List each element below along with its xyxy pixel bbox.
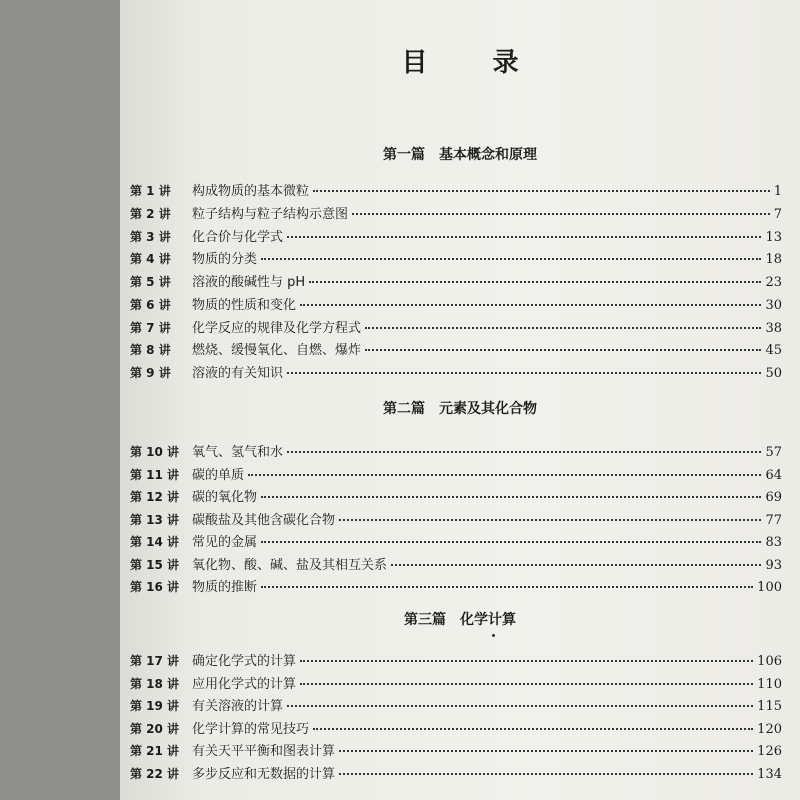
toc-entry <box>130 317 782 337</box>
book-page <box>120 0 800 800</box>
section-name: 元素及其化合物 <box>439 401 537 417</box>
lecture-title: 物质的推断 <box>192 580 258 595</box>
section-name: 化学计算 <box>460 612 516 628</box>
dot-leader <box>261 496 761 498</box>
section-heading-part-2 <box>120 398 800 418</box>
lecture-title: 有关天平平衡和图表计算 <box>192 744 336 759</box>
page-number: 57 <box>765 445 782 460</box>
page-number: 134 <box>757 766 782 782</box>
lecture-title: 碳的单质 <box>192 467 245 483</box>
lecture-number: 第 20 讲 <box>130 721 180 736</box>
dot-leader <box>248 474 761 476</box>
lecture-number: 第 11 讲 <box>130 467 180 482</box>
dot-leader <box>352 213 770 215</box>
lecture-title: 化学反应的规律及化学方程式 <box>192 320 362 336</box>
dot-leader <box>300 660 753 662</box>
dot-leader <box>391 564 761 566</box>
toc-entry <box>130 362 782 382</box>
lecture-title: 化学计算的常见技巧 <box>192 721 310 737</box>
lecture-number: 第 7 讲 <box>130 320 171 335</box>
toc-entry <box>130 486 782 506</box>
lecture-number: 第 3 讲 <box>130 229 171 244</box>
page-number: 50 <box>765 366 782 381</box>
page-number: 7 <box>773 206 782 222</box>
lecture-number: 第 6 讲 <box>130 297 171 312</box>
lecture-title: 化合价与化学式 <box>192 229 284 245</box>
lecture-number: 第 4 讲 <box>130 252 171 267</box>
dot-leader <box>365 349 761 351</box>
page-number: 23 <box>765 275 782 290</box>
dot-leader <box>261 586 753 588</box>
page-number: 18 <box>765 252 782 268</box>
lecture-number: 第 13 讲 <box>130 512 180 527</box>
toc-entry <box>130 248 782 268</box>
lecture-title: 碳酸盐及其他含碳化合物 <box>192 512 336 528</box>
page-number: 13 <box>765 229 782 245</box>
toc-entry <box>130 763 782 783</box>
lecture-number: 第 15 讲 <box>130 557 180 572</box>
page-title: 目 录 <box>401 48 547 78</box>
section-number: 第一篇 <box>383 147 425 163</box>
dot-leader <box>313 190 770 192</box>
lecture-title: 有关溶液的计算 <box>192 699 284 714</box>
page-number: 126 <box>757 744 782 759</box>
dot-leader <box>339 750 753 752</box>
page-number: 64 <box>765 467 782 483</box>
toc-entry <box>130 740 782 760</box>
toc-entry <box>130 695 782 715</box>
lecture-number: 第 16 讲 <box>130 580 180 594</box>
page-number: 106 <box>757 654 782 669</box>
lecture-number: 第 22 讲 <box>130 766 180 781</box>
print-speck <box>492 634 495 637</box>
toc-entry <box>130 576 782 596</box>
toc-entry <box>130 441 782 461</box>
toc-entry <box>130 718 782 738</box>
page-number: 83 <box>765 535 782 550</box>
page-number: 77 <box>765 512 782 528</box>
page-number: 30 <box>765 297 782 313</box>
lecture-title: 物质的分类 <box>192 252 258 268</box>
page-number: 38 <box>765 320 782 336</box>
dot-leader <box>287 236 761 238</box>
lecture-number: 第 21 讲 <box>130 744 180 758</box>
toc-entry <box>130 226 782 246</box>
dot-leader <box>365 327 761 329</box>
lecture-title: 溶液的有关知识 <box>192 366 284 381</box>
section-number: 第三篇 <box>404 612 446 628</box>
dot-leader <box>339 519 761 521</box>
lecture-title: 氧化物、酸、碱、盐及其相互关系 <box>192 557 388 573</box>
lecture-number: 第 5 讲 <box>130 275 171 289</box>
toc-entry <box>130 531 782 551</box>
lecture-number: 第 12 讲 <box>130 490 180 504</box>
toc-entry <box>130 673 782 693</box>
section-number: 第二篇 <box>383 401 425 417</box>
page-number: 69 <box>765 490 782 505</box>
lecture-title: 粒子结构与粒子结构示意图 <box>192 206 349 222</box>
toc-entry <box>130 294 782 314</box>
lecture-number: 第 8 讲 <box>130 343 171 358</box>
section-name: 基本概念和原理 <box>439 147 537 163</box>
lecture-title: 构成物质的基本微粒 <box>192 184 310 199</box>
toc-entry <box>130 509 782 529</box>
dot-leader <box>300 683 753 685</box>
toc-entry <box>130 203 782 223</box>
lecture-title: 碳的氧化物 <box>192 490 258 505</box>
dot-leader <box>287 372 761 374</box>
lecture-number: 第 9 讲 <box>130 366 171 380</box>
lecture-title: 氧气、氢气和水 <box>192 445 284 460</box>
dot-leader <box>287 451 761 453</box>
section-heading-part-3 <box>120 609 800 629</box>
page-number: 120 <box>757 721 782 737</box>
lecture-title: 燃烧、缓慢氧化、自燃、爆炸 <box>192 343 362 359</box>
dot-leader <box>261 541 761 543</box>
lecture-title: 多步反应和无数据的计算 <box>192 766 336 782</box>
toc-entry <box>130 271 782 291</box>
toc-entry <box>130 650 782 670</box>
lecture-title: 物质的性质和变化 <box>192 297 297 313</box>
lecture-number: 第 1 讲 <box>130 184 171 198</box>
toc-entry <box>130 180 782 200</box>
page-number: 45 <box>765 343 782 359</box>
lecture-title: 溶液的酸碱性与 pH <box>192 275 306 290</box>
toc-entry <box>130 464 782 484</box>
dot-leader <box>309 281 761 283</box>
dot-leader <box>313 728 753 730</box>
lecture-number: 第 18 讲 <box>130 676 180 691</box>
dot-leader <box>287 705 753 707</box>
lecture-number: 第 14 讲 <box>130 535 180 549</box>
dot-leader <box>300 304 761 306</box>
lecture-title: 常见的金属 <box>192 535 258 550</box>
page-number: 110 <box>757 676 782 692</box>
lecture-number: 第 19 讲 <box>130 699 180 713</box>
page-number: 93 <box>765 557 782 573</box>
dot-leader <box>339 773 753 775</box>
dot-leader <box>261 258 761 260</box>
toc-entry <box>130 339 782 359</box>
section-heading-part-1 <box>120 144 800 164</box>
lecture-number: 第 10 讲 <box>130 445 180 459</box>
toc-entry <box>130 554 782 574</box>
lecture-number: 第 17 讲 <box>130 654 180 668</box>
page-number: 115 <box>757 699 782 714</box>
lecture-title: 应用化学式的计算 <box>192 676 297 692</box>
lecture-title: 确定化学式的计算 <box>192 654 297 669</box>
page-number: 100 <box>757 580 782 595</box>
page-number: 1 <box>773 184 782 199</box>
lecture-number: 第 2 讲 <box>130 206 171 221</box>
